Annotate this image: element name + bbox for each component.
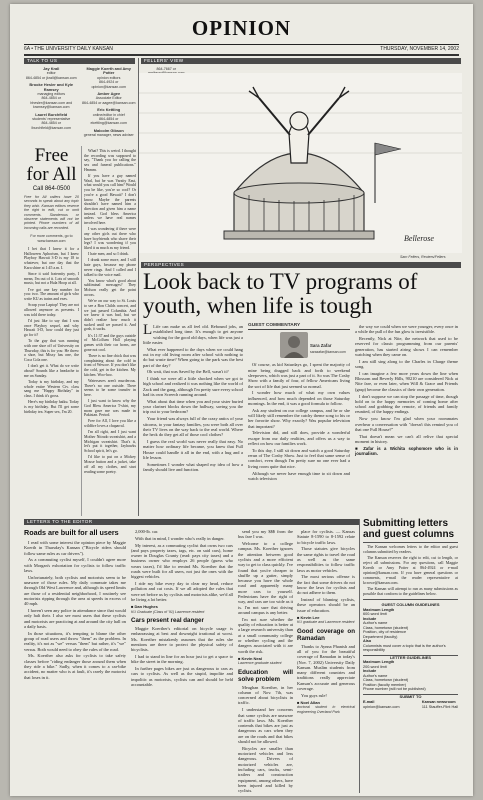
- letter-paragraph: Thanks to Aynna Phanish and all of you for the beautiful coverage of Ramadan in today's (Nov. 7, 2002) University Daily Kansan. Muslim students from many different countries and traditions really appreciate Kansan's accurate and generous coverage.: [297, 643, 355, 692]
- ffa-entry: We're on our way to St. Louis to see a Bon Childs concert, and we just passed Columbia. And we knew it was bad, but we didn't realize how much it sucked until we passed it. And gosh, it sucks.: [84, 299, 136, 332]
- staff-entry: Malcolm Gibson general manager, news adviser 864-7667 or: [83, 67, 176, 138]
- staff-entry: Amber Agee Associate Editor 864-4854 or aagee@kansan.com: [82, 91, 136, 105]
- cartoon-signature: Bellerose: [404, 234, 434, 243]
- letter-paragraph: Those statutes give bicycles the same rights to travel the road as well as the same responsibilities to follow traffic laws as motor vehicles.: [297, 546, 355, 573]
- guideline-item: 600-word limit: [363, 612, 387, 617]
- staff-entry: Brooke Hesler and Kyle Ramsey managing editors 864-4854 or bhesler@kansan.com and kramsey@kansan.com: [29, 82, 74, 110]
- letter-paragraph: 2,000-lb. car.: [135, 529, 159, 534]
- guidelines-head: LETTER GUIDELINES: [363, 655, 458, 661]
- ffa-entry: I was wondering if there were any other girls out there who have boyfriends who shave their legs? I was wondering if you liked it as much as my friend.: [84, 227, 136, 251]
- submitting-rule: [363, 542, 458, 543]
- letter-signature: ■ Kevin Lee: [297, 614, 320, 620]
- guideline-item: Also: [363, 639, 372, 644]
- section-title: OPINION: [191, 16, 292, 40]
- column-text-col2-body: [248, 362, 350, 481]
- staff-entry: Eric Kettling online/editor in chief 864-4854 or ekettling@kansan.com: [90, 107, 127, 126]
- guidelines-head: GUEST COLUMN GUIDELINES: [381, 602, 440, 608]
- author-photo-figure: [280, 332, 308, 358]
- ffa-entry: I'd like to put on a Mickey Mouse button and a jacket, take off all my clothes, and start reading some poetry.: [84, 455, 136, 474]
- letter-title: Roads are built for all users: [24, 528, 119, 537]
- ffa-entry: I drank some more, and I still hate guys, because my phone never rings. And I called and I talked to the voice mail.: [84, 258, 136, 277]
- ffa-entry: I've got one key number for you: two. The amount of girls who write KU as trains and exes.: [24, 287, 79, 302]
- newspaper-page: [10, 4, 473, 796]
- staff-entry: Laurel Burchfield students' representative 864-4854 or lburchfield@kansan.com: [31, 111, 71, 130]
- column-paragraph: L Life can make us all feel old. Rebound jobs, an established long time. It's enough to get anyone wishing for the good old days, when life was just a little easier.: [143, 322, 243, 345]
- column-paragraph: That doesn't mean we can't all relive that special moment in history.: [355, 433, 458, 444]
- staff-directory: [24, 66, 176, 139]
- column-paragraph: Although we never have enough time to sit down and watch television: [248, 470, 350, 481]
- ffa-entry: What? This is weird. I thought the recording was supposed to say, "Thank you for calling the sex and funeral publications." Hmmm.: [84, 149, 136, 172]
- letter-paragraph: My interest, as a commuting cyclist that owns two cars (and pays property taxes, tags, etc. on said cars), home owner in Douglas County (read: pays city taxes) and a business owner who employs 26 people (guess who wears taxes), I'd like to remind Ms. Koerther that the roads were built for all users, not just the ones with the biggest vehicles.: [131, 542, 233, 580]
- editorial-cartoon: [139, 73, 462, 253]
- masthead-rule: [24, 44, 459, 45]
- column-paragraph: Ask any student on our college campus, and he or she will likely still remember the catchy theme song to his or her favorite show. Why exactly? Was popular television that important?: [248, 407, 350, 429]
- letter-paragraph: I had to stand in line for an hour just to get a space to bike the street in the morning.: [131, 654, 233, 665]
- column-rule: [359, 519, 360, 793]
- submitting-paragraph: The Kansan reserves the right to edit, cut to length, or reject all submissions. For any questions, call Maggie Koerth or Amy Potter at 864-4924 or e-mail opinion@kansan.com. If you have general questions or comments, e-mail the reader representative at kcrowe@kansan.com.: [363, 555, 458, 585]
- letter-title: Good coverage on Ramadan: [297, 627, 355, 642]
- letter-paragraph: With that in mind, I wonder who's really in danger.: [135, 535, 225, 541]
- ffa-entry: I just want to know why the God Bless America T-shirt, my mom gave me was made in Pakistan. Period.: [84, 399, 136, 418]
- letter-paragraph: Bicycles are smaller than motorized vehicles and less dangerous. Drivers of motorized vehicles are, including cars, trucks, semi-trailers and construction equipment, among others, have been injured and killed by cyclists.: [238, 745, 293, 794]
- letter-signature: ■ Kevin Neal: [238, 655, 262, 661]
- letter-paragraph: I understand her concerns that some cyclists are unaware of traffic laws. Ms. Koerther contends that bikes are just as dangerous as cars when they are on the roads and that bikes should not be allowed.: [238, 707, 293, 744]
- letters-col3: [238, 529, 293, 793]
- letter-signature: ■ Noel Allan: [297, 700, 320, 706]
- submitting-box: [363, 519, 458, 793]
- column-paragraph: Recently, Nick at Nite, the network that used to be reserved for classic programming from our parents' generation, has started airing shows I can remember watching when they came on.: [355, 336, 458, 357]
- column-paragraph: I don't suppose we can stop the passage of time, though hold on to the happy memories of coming home after school and grabbing the remote, of friends and family reunited, of the happy endings.: [355, 393, 458, 415]
- ffa-entry: I'm all right, and I just want Mother Nitrado sweatshirt, and a Michigan sweatshirt. That's it, let's put it together, Jayhawks School spirit, let's go.: [84, 430, 136, 454]
- letter-paragraph: Instead of blaming cyclists, these operators should be an issue of education.: [297, 597, 355, 613]
- letter-signature-note: Lawrence graduate student: [238, 661, 282, 666]
- column-paragraph: I wonder how much of what my own values influenced, and how much depended on those Saturday mornings. In the end, it was a good formula to follow.: [248, 390, 350, 406]
- staff-entry: Jay Krall editor 864-4854 or jkrall@kansan.com: [25, 66, 77, 80]
- guest-commentary-label: GUEST COMMENTARY: [248, 324, 350, 330]
- letter-paragraph: Unfortunately, both cyclists and motorists seem to be unaware of those rules. My daily commute takes me through Old West Lawrence and, although its speed limits are those of a residential neighborhood, I routinely see motorists ripping through the area at speeds in excess of 40 mph.: [24, 574, 126, 607]
- ffa-entry: Watersaves aren't murderous. There's no one outside. There seems to be some transfer in here.: [84, 378, 136, 397]
- column-paragraph: Sometimes I wonder what shaped my idea of how a family should live and function.: [143, 461, 243, 472]
- submit-email: E-mail opinion@kansan.com: [363, 700, 400, 709]
- masthead-rule-thick: [24, 54, 459, 56]
- column-paragraph: To this day, I still sit down and watch a good Saturday rerun of The Cosby Show. Just to feel that same sense of comfort, even though I'm pretty sure no one ever had a living room quite that nice.: [248, 447, 350, 469]
- guideline-item: Include: [363, 616, 377, 621]
- letter-paragraph: Maggie Koerther's editorial on bicycle usage is embarrassing at best and downright irrational at worst. Ms. Koerther mistakenly assumes that the rules she mentions are there to protect the physical safety of bicyclists.: [131, 626, 233, 653]
- column-paragraph: the way we could when we were younger, every once in a while the pull of the fun glow is irresistible.: [355, 324, 458, 335]
- letter-paragraph: send you my $$$ from the bus fare I was.: [238, 529, 293, 540]
- column-paragraph: Television did, and still does, provide a wonderful escape from our daily realities, and offers us a way to reflect on how our families work.: [248, 430, 350, 447]
- ffa-entry: To the guy that was running with one shoe off of University on Thursday, this is for you: He threw a shoe, but Missy has one, the Coca Cola one.: [24, 339, 79, 363]
- letter-signature-note: KU Graduate (Class of '91) Lawrence resident: [131, 609, 205, 614]
- letter-signature: ■ Dan Hughes: [131, 604, 158, 610]
- submit-to-row: [363, 700, 458, 709]
- guideline-item: Include: [363, 669, 377, 674]
- perspectives-header: PERSPECTIVES: [141, 262, 461, 268]
- letters-col1: [24, 529, 126, 793]
- cartoon-illustration: [139, 73, 462, 253]
- ffa-entry: I hate men, and so I drink.: [88, 252, 129, 257]
- staff-entry: Maggie Koerth and Amy Potter opinion editors 864-4924 or opinion@kansan.com: [86, 66, 131, 89]
- letter-paragraph: Ms. Koerther also asks for cyclists to take safety classes before "riding endanger those around them when they ride a bike." Sadly, when it comes to a car-bike accident, no matter who is at fault, it's rarely the motorist that loses in it.: [24, 653, 126, 680]
- right-folio: THURSDAY, NOVEMBER 14, 2002: [380, 46, 459, 52]
- free-for-all-more-info: For more comments, go to www.kansan.com: [30, 234, 73, 243]
- letter-paragraph: Meaghan Koerther, in her column of Nov. 7th, was concerned about bicyclists in traffic.: [238, 684, 293, 706]
- ffa-entry: I bet that I knew it for a Halloween Aphorism, but I knew Playboy Hawaii 3-D is my 18 to whatever, but one day that the Kara shine at 1:45 a.m. I.: [24, 247, 79, 270]
- author-name: Sara Zafar: [310, 343, 332, 349]
- column-headline: Look back to TV programs of youth, when life is tough: [143, 269, 418, 318]
- guideline-item: Maximum Length: [363, 660, 395, 665]
- free-for-all-intro: Free for All callers have 20 seconds to speak about any topic they wish. Kansan editors reserve the right to edit, cut or omit comments. Slanderous or obscene statements will not be printed. Phone numbers of all incoming calls are recorded.: [24, 195, 79, 230]
- free-for-all-entries: [24, 247, 79, 414]
- guideline-item: Columnists must cover a topic that is the author's responsibility: [363, 643, 446, 653]
- column-paragraph: Now you know I'm glad when your roommates overhear a conversation with "doesn't this remind you of that one Full House?": [355, 416, 458, 432]
- column-paragraph: I think we were all a little shocked when we got to high school and realized it was nothing like the world of Zack and the gang, although I'm pretty sure every school had its own Screech running around.: [143, 376, 243, 398]
- guideline-item: Class, hometown (student): [363, 625, 409, 630]
- ffa-entry: You know what's good about subliminal messages? They Molson really get the point across.: [84, 278, 136, 297]
- talk-to-us-header: TALK TO US: [24, 58, 135, 64]
- guideline-item: 200-word limit: [363, 664, 387, 669]
- submit-office: Kansan newsroom 111 Stauffer-Flint Hall: [421, 700, 458, 709]
- column-footnote: ■ Zafar is a Wichita sophomore who is in journalism.: [355, 445, 459, 457]
- ffa-entry: If you have a guy named Waal, but he was Varsity East, what would you call him? Would you be like, you're so cool? Or you're a good Hawaii? I don't know. Maybe the parents shouldn't have named him a direction and given him a name instead. God bless America unless we have real names involved here.: [84, 174, 136, 226]
- letter-paragraph: I read with some interest the opinion piece by Maggie Koerth in Thursday's Kansan ("Bicycle riders should follow same rules as car drivers").: [24, 540, 126, 556]
- letter-paragraph: You guys rule!: [301, 692, 327, 698]
- column-paragraph: I am still sing along to the Charles in Charge theme song.: [355, 358, 458, 370]
- column-rule: [81, 146, 82, 516]
- submit-to-head: SUBMIT TO: [363, 694, 458, 700]
- submitting-paragraph: The Kansan will attempt to run as many submissions as possible that conform to the guidelines below.: [363, 586, 458, 597]
- guideline-item: Department (faculty): [363, 634, 398, 639]
- ffa-entry: I'd just like to say that I was once Playboy sequel, and why Hawaii 3-D, how could they just go for it?: [24, 318, 79, 338]
- column-paragraph: I can imagine a few more years down the line when Blossom and Beverly Hills, 90210 are considered Nick at Nite fare, or even later, when Will & Grace and Friends (gasp) become the classics of their own generation.: [355, 370, 458, 392]
- letter-paragraph: I ride my bike every day to clear my head, reduce pollution and cut costs. If we all adopted the rules that were set before us by cyclists and motorists alike, we'd all be living a lot better.: [131, 581, 233, 603]
- submitting-title: Submitting letters and guest columns: [363, 518, 455, 540]
- column-paragraph: Oh wait, that was Saved by the Bell, wasn't it?: [147, 369, 229, 375]
- guideline-item: Maximum Length: [363, 607, 395, 612]
- letter-title: Education will solve problem: [238, 668, 293, 683]
- column-paragraph: I guess the real world was never really that easy. No matter how ordinary life became, you knew that Full House could handle it all in the end, with a hug and a life lesson.: [143, 438, 243, 460]
- guideline-item: Position (faculty member): [363, 682, 407, 687]
- cartoon-credit: Sam Fellers, Reuters/Fellers: [400, 255, 446, 259]
- letter-signature-note: KU graduate and Lawrence resident: [297, 620, 355, 625]
- column-paragraph: What ever happened to the days when we could hang out in my old living room after school with nothing to do but waste time? When going to the park was the best part of the day?: [143, 346, 243, 368]
- letter-paragraph: In further pages bikes are just as dangerous to cars as cars to cyclists. As well as the stupid, impolite and impolitic as motorists, cyclists can and should be held accountable.: [131, 666, 233, 688]
- ffa-entry: It's 11:37 and the guys outside of McCollum Hall playing games with their car horns, are gone not cool.: [84, 333, 136, 352]
- author-box: [248, 332, 350, 360]
- column-text-col1: [143, 324, 243, 514]
- drop-cap: L: [143, 322, 153, 338]
- ffa-entry: Free for All, I love you like a wildfire loves a chaparral.: [84, 419, 136, 429]
- guideline-item: Phone number (will not be published): [363, 687, 426, 692]
- guideline-item: Author's name: [363, 673, 388, 678]
- author-email: sarazafar@kansan.com: [310, 350, 346, 355]
- ffa-entry: Here's my birthday haiku. Today is my birthday. But I'll get some birthday tea. Super sex, I'm 20.: [24, 400, 79, 414]
- letter-paragraph: In those situations, it's tempting to blame the other group of road users and throw "them" as the problem. In reality, it's not as "we" versus "them" but rather, it's "we" versus. Both would need to obey the rules of the road.: [24, 630, 126, 652]
- free-for-all-title: Free for All: [26, 145, 77, 185]
- free-for-all-col2: [84, 149, 136, 516]
- submitting-body: [363, 545, 458, 597]
- letter-paragraph: As a commuting cyclist myself, I couldn't agree more with Morgan's exhortation for cyclists to follow traffic laws.: [24, 557, 126, 573]
- fellers-view-header: FELLERS' VIEW: [141, 58, 461, 64]
- column-paragraph: Your friend was always full of the crazy antics of your sitcoms, to your fantasy families, you were both all over their TV lives on the way back to the real world. Where the heck do they get all of those cool clothes?: [143, 416, 243, 438]
- author-photo: [280, 332, 308, 358]
- letter-paragraph: Welcome to a college campus. Ms. Koerther ignores the attention between good cyclists and a more efficient way to get to class quickly. I've found that you're cheaper to shuffle up a gutter, simply because you have the whole road and apparently many more cars to yourself. Pedestrians have the right of way, and cars are too wide as it is. I'm not sure that driving around campus is any better.: [238, 541, 294, 615]
- column-paragraph: Of course, as kid Saturdays go, I spent the majority of mine being dragged back and forth to weekend sleepovers, which was just a part of it. So was The Cosby Show with a family of four, of fellow Americans living the sort of life that just seemed so normal.: [248, 362, 350, 389]
- letters-header: LETTERS TO THE EDITOR: [24, 519, 359, 525]
- letter-paragraph: place for cyclists. — Kansas Statute 8-1590 to 8-1592 relate to bicycle traffic laws.: [297, 529, 355, 545]
- left-folio: 6A • THE UNIVERSITY DAILY KANSAN: [24, 46, 113, 52]
- ffa-entry: I don't get it. What do we write about? Sounds like a headache to me on Sunday.: [24, 364, 79, 378]
- ffa-entry: Since it said fraternity party, I mean, I'm out of it. Lots of smooth music, but not a Hula Hoop at all.: [24, 272, 79, 286]
- column-paragraph: What about that time when you and your sister buried your clarinet blocks down the hallway, saving you the trip out to your bedroom?: [143, 398, 243, 415]
- guideline-item: Author's name: [363, 621, 388, 626]
- letter-title: Cars present real danger: [131, 617, 204, 625]
- submit-email-link[interactable]: opinion@kansan.com: [363, 704, 400, 709]
- letter-paragraph: I'm not sure whether the quality of education is better at a large research university than at a small community college or whether cycling and the dangers associated with it are worth the risk.: [238, 616, 293, 654]
- letters-col2: [131, 529, 233, 793]
- free-for-all-col1: [24, 146, 79, 516]
- letter-signature-note: doctoral student in electrical engineering Overland Park: [297, 705, 355, 714]
- guideline-item: Class, hometown (student): [363, 678, 409, 683]
- ffa-entry: There is no fine chick that was complaining about the cold in front of Wescoe. If you don't like the cold, get in the kitchen. My kitchen. Woo-hoo.: [84, 353, 136, 377]
- ffa-entry: Today is my birthday, and my whole entire Western Civ. class sang me "Happy Birthday" in class. I think it's gross.: [24, 379, 79, 398]
- ffa-entry: Scrap your Laptop! They are not allowed anymore as presents. I was told there today.: [24, 303, 79, 317]
- free-for-all-phone: Call 864-0500: [32, 186, 71, 192]
- guest-column-guidelines: [363, 599, 458, 709]
- letter-paragraph: I haven't seen any police in attendance since that would only halt their. I also see most users that these cyclists and motorists are practicing at and around the city hall on a daily basis.: [24, 608, 126, 629]
- submitting-paragraph: The Kansan welcomes letters to the editor and guest columns submitted by readers.: [363, 544, 458, 554]
- letters-col4: [297, 529, 355, 793]
- guideline-item: Position, city of residence: [363, 630, 407, 635]
- letter-paragraph: The most serious offense is the fact that some drivers do not know the laws for cyclists and do not adhere to them.: [297, 574, 355, 596]
- column-text-col2: [248, 324, 350, 514]
- column-text-col3: [355, 324, 458, 514]
